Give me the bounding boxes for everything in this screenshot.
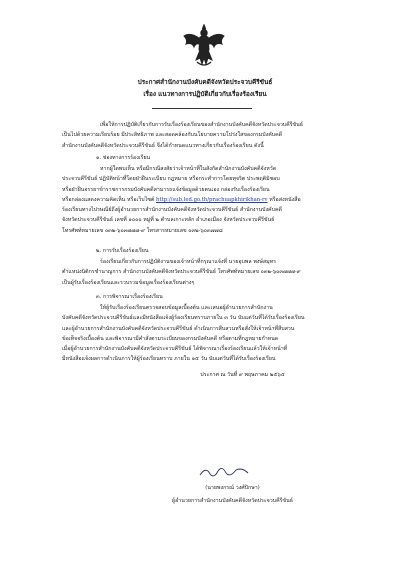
- document-subject: เรื่อง แนวทางการปฏิบัติเกี่ยวกับเรื่องร้องเรียน: [143, 90, 267, 98]
- section-line: ข้อเท็จจริงเบื้องต้น และพิจารณามีคำสั่งตามระเบียบของกรมบังคับคดี หรือตามที่กฎหมายกำหนด: [62, 335, 279, 342]
- section-line: ร้องเรียนทางไปรษณีย์ถึงผู้อำนวยการสำนักงานบังคับคดีจังหวัดประจวบคีรีขันธ์ สำนักงานบังคับคดี: [62, 207, 282, 214]
- section-line: และผู้อำนวยการสำนักงานบังคับคดีจังหวัดประจวบคีรีขันธ์ ดำเนินการสืบสวนหรือสั่งให้เจ้าหน้าที่สืบสวน: [62, 325, 295, 332]
- section-heading: ๑. ช่องทางการร้องเรียน: [96, 155, 151, 161]
- section-line: โทรศัพท์หมายเลข ๐๓๒-๖๐๓๗๗๗-๙ โทรสารหมายเลข ๐๓๒-๖๐๓๗๗๘: [62, 227, 223, 234]
- section-line: บังคับคดีจังหวัดประจวบคีรีขันธ์และมีหนังสือแจ้งผู้ร้องเรียนทราบภายใน ๓ วัน นับแต่วันที่ได้รับเรื่องร้องเรียน: [62, 315, 305, 322]
- section-line: มีหนังสือแจ้งผลการดำเนินการให้ผู้ร้องเรียนทราบ ภายใน ๑๕ วัน นับแต่วันที่ได้รับเรื่องร้องเรียน: [62, 356, 276, 363]
- document-title: ประกาศสำนักงานบังคับคดีจังหวัดประจวบคีรีขันธ์: [137, 78, 273, 86]
- dated-line: ประกาศ ณ วันที่ ๙ พฤษภาคม ๒๕๖๕: [200, 372, 285, 378]
- section-line: ตำแหน่งนิติกรชำนาญการ สำนักงานบังคับคดีจังหวัดประจวบคีรีขันธ์ โทรศัพท์หมายเลข ๐๓๒-๖๐๓๗๗๗-๙: [62, 269, 301, 276]
- signer-name: (นายพงกรณ์ วงศ์ปิกษา): [205, 485, 260, 491]
- section-line: เมื่อผู้อำนวยการสำนักงานบังคับคดีจังหวัดประจวบคีรีขันธ์ ได้พิจารณาเรื่องร้องเรียนแล้วให้เจ้าหน้าที่: [62, 346, 288, 353]
- section-body: [62, 164, 344, 236]
- section-line: หรือฝ่าฝืนจรรยาข้าราชการกรมบังคับคดีสามารถแจ้งข้อมูลด้วยตนเอง กล่องรับเรื่องร้องเรียน: [62, 186, 270, 193]
- complaint-website-link[interactable]: http://sub.led.go.th/prachuapkhirikhan-rv: [156, 196, 268, 203]
- intro-line: เพื่อให้การปฏิบัติเกี่ยวกับการรับเรื่องร้องเรียนของสำนักงานบังคับคดีจังหวัดประจวบคีรีขันธ์: [100, 122, 304, 128]
- section-line: จังหวัดประจวบคีรีขันธ์ เลขที่ ๑๐๐๐ หมู่ที่ ๒ ตำบลเกาะหลัก อำเภอเมือง จังหวัดประจวบคีรีขันธ์: [62, 217, 275, 224]
- section-line: เป็นผู้รับเรื่องร้องเรียนและรวบรวมข้อมูลเรื่องร้องเรียนต่างๆ: [62, 279, 195, 286]
- section-body: [62, 257, 344, 288]
- section-line: หรือกล่องแสดงความคิดเห็น หรือเว็บไซต์ http://sub.led.go.th/prachuapkhirikhan-rv หรือส่งหนังสือ: [62, 196, 301, 203]
- section-line: ให้ผู้รับเรื่องร้องเรียนตรวจสอบข้อมูลเบื้องต้น และเสนอผู้อำนวยการสำนักงาน: [100, 305, 273, 311]
- section-line: หากผู้ใดพบเห็น หรือมีกรณีสงสัยว่าเจ้าหน้าที่ในสังกัดสำนักงานบังคับคดีจังหวัด: [100, 166, 277, 172]
- intro-line: สำนักงานบังคับคดีจังหวัดประจวบคีรีขันธ์ จึงได้กำหนดแนวทางเกี่ยวกับเรื่องร้องเรียน ดังนี้: [62, 142, 264, 149]
- garuda-emblem-icon: [182, 22, 226, 70]
- signer-position: ผู้อำนวยการสำนักงานบังคับคดีจังหวัดประจวบคีรีขันธ์: [172, 498, 293, 504]
- section-heading: ๒. การรับเรื่องร้องเรียน: [96, 248, 149, 254]
- title-divider: [152, 108, 252, 109]
- section-line: ร้องเรียนเกี่ยวกับการปฏิบัติงานของเจ้าหน้าที่กรุณาแจ้งที่ นายอุบพล พงษ์สมุทร: [100, 259, 276, 265]
- signature-mark: [196, 464, 256, 480]
- intro-paragraph: [62, 120, 344, 151]
- section-body: [62, 303, 344, 365]
- intro-line: เป็นไปด้วยความเรียบร้อย มีประสิทธิภาพ และสอดคล้องกับนโยบายความโปร่งใสของกรมบังคับคดี: [62, 132, 283, 139]
- section-heading: ๓. การพิจารณาเรื่องร้องเรียน: [96, 294, 163, 300]
- section-line: ประจวบคีรีขันธ์ ปฏิบัติหน้าที่โดยฝ่าฝืนระเบียบ กฎหมาย หรือกระทำการโดยทุจริต ประพฤติมิชอบ: [62, 176, 280, 183]
